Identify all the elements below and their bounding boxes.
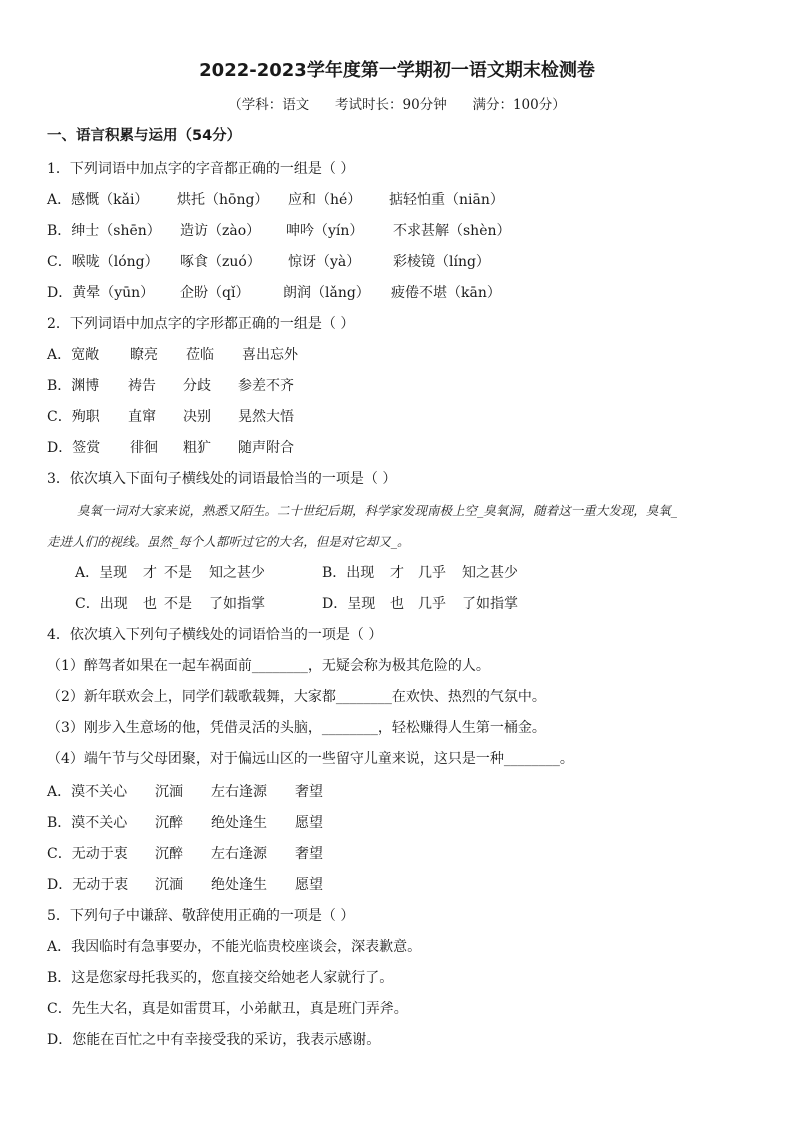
question-1-stem: 1．下列词语中加点字的字音都正确的一组是（ ） <box>47 161 355 177</box>
q5-option-a: A．我因临时有急事要办，不能光临贵校座谈会，深表歉意。 <box>47 939 422 955</box>
option-label: D． <box>47 440 73 456</box>
option-word: 惊讶（yà） <box>288 254 361 270</box>
option-word: 奢望 <box>295 784 323 800</box>
option-word: 出现 <box>346 565 375 581</box>
option-word: 直窜 <box>128 409 156 425</box>
option-word: 朗润（lǎng） <box>283 285 370 301</box>
q5-option-b: B．这是您家母托我买的，您直接交给她老人家就行了。 <box>47 970 394 986</box>
option-word: 宽敞 <box>71 347 100 363</box>
option-word: 知之甚少 <box>462 565 518 581</box>
option-word: 不求甚解（shèn） <box>393 223 511 239</box>
option-label: A． <box>47 347 72 363</box>
option-label: B． <box>47 815 72 831</box>
q3-option-a <box>75 563 265 583</box>
option-word: 愿望 <box>295 877 323 893</box>
option-word: 啄食（zuó） <box>180 254 261 270</box>
q5-option-c: C．先生大名，真是如雷贯耳，小弟献丑，真是班门弄斧。 <box>47 1001 408 1017</box>
option-word: 粗犷 <box>183 440 211 456</box>
option-label: B． <box>322 565 347 581</box>
option-word: 才 <box>390 565 404 581</box>
option-word: 呻吟（yín） <box>286 223 364 239</box>
option-label: C． <box>75 596 100 612</box>
option-word: 瞭亮 <box>130 347 158 363</box>
exam-info: （学科：语文 考试时长：90分钟 满分：100分） <box>228 97 566 113</box>
option-word: 漠不关心 <box>71 784 128 800</box>
option-label: B． <box>47 223 72 239</box>
q4-option-d <box>47 875 323 895</box>
option-word: 无动于衷 <box>72 877 129 893</box>
option-word: 也 <box>390 596 404 612</box>
q5-option-d: D．您能在百忙之中有幸接受我的采访，我表示感谢。 <box>47 1032 381 1048</box>
option-word: 绝处逢生 <box>211 815 267 831</box>
q4-option-c <box>47 844 323 864</box>
q1-option-b <box>47 221 511 241</box>
option-word: 几乎 <box>418 596 446 612</box>
option-word: 喉咙（lóng） <box>71 254 159 270</box>
option-word: 愿望 <box>295 815 323 831</box>
question-3-stem: 3．依次填入下面句子横线处的词语最恰当的一项是（ ） <box>47 471 397 487</box>
question-2-stem: 2．下列词语中加点字的字形都正确的一组是（ ） <box>47 316 355 332</box>
q4-sentence-1: （1）醉驾者如果在一起车祸面前________，无疑会称为极其危险的人。 <box>47 658 490 674</box>
option-word: 漠不关心 <box>71 815 128 831</box>
q4-sentence-2: （2）新年联欢会上，同学们载歌载舞，大家都________在欢快、热烈的气氛中。 <box>47 689 546 705</box>
option-label: A． <box>47 784 72 800</box>
q2-option-c <box>47 407 294 427</box>
option-word: 沉醉 <box>155 815 183 831</box>
option-word: 知之甚少 <box>209 565 265 581</box>
option-word: 彩棱镜（líng） <box>393 254 490 270</box>
q3-option-b <box>322 563 518 583</box>
q3-passage-line-2: 走进人们的视线。虽然_每个人都听过它的大名，但是对它却又_。 <box>47 534 410 549</box>
page-title: 2022-2023学年度第一学期初一语文期末检测卷 <box>199 60 595 81</box>
option-word: 烘托（hōng） <box>177 192 269 208</box>
q3-passage-line-1: 臭氧一词对大家来说，熟悉又陌生。二十世纪后期，科学家发现南极上空_臭氧洞，随着这一重大发现，臭氧_ <box>77 503 678 518</box>
option-word: 感慨（kǎi） <box>71 192 149 208</box>
q2-option-a <box>47 345 298 365</box>
option-label: A． <box>47 192 72 208</box>
q4-sentence-4: （4）端午节与父母团聚，对于偏远山区的一些留守儿童来说，这只是一种________。 <box>47 751 574 767</box>
option-word: 渊博 <box>71 378 100 394</box>
option-word: 不是 <box>164 596 192 612</box>
q1-option-d <box>47 283 501 303</box>
option-word: 沉湎 <box>155 877 183 893</box>
option-label: C． <box>47 254 72 270</box>
q2-option-b <box>47 376 294 396</box>
option-word: 随声附合 <box>238 440 294 456</box>
option-label: C． <box>47 846 72 862</box>
option-word: 也 <box>143 596 157 612</box>
option-word: 左右逢源 <box>211 846 267 862</box>
section-heading: 一、语言积累与运用（54分） <box>47 128 242 144</box>
option-word: 绝处逢生 <box>211 877 267 893</box>
option-word: 喜出忘外 <box>242 347 298 363</box>
option-word: 不是 <box>164 565 192 581</box>
option-word: 莅临 <box>186 347 214 363</box>
option-word: 分歧 <box>183 378 211 394</box>
option-label: D． <box>47 877 73 893</box>
q3-option-d <box>322 594 518 614</box>
option-word: 疲倦不堪（kān） <box>391 285 501 301</box>
q3-option-c <box>75 594 265 614</box>
option-word: 造访（zào） <box>180 223 261 239</box>
option-word: 参差不齐 <box>238 378 294 394</box>
option-word: 左右逢源 <box>211 784 267 800</box>
option-word: 黄晕（yūn） <box>72 285 155 301</box>
q4-option-b <box>47 813 323 833</box>
option-word: 呈现 <box>99 565 128 581</box>
option-label: C． <box>47 409 72 425</box>
option-word: 决别 <box>183 409 211 425</box>
option-label: A． <box>75 565 100 581</box>
q1-option-a <box>47 190 504 210</box>
option-word: 殉职 <box>71 409 100 425</box>
option-word: 呈现 <box>347 596 376 612</box>
option-word: 绅士（shēn） <box>71 223 161 239</box>
option-word: 了如指掌 <box>209 596 265 612</box>
option-word: 沉湎 <box>155 784 183 800</box>
option-word: 应和（hé） <box>288 192 362 208</box>
option-word: 沉醉 <box>155 846 183 862</box>
option-word: 无动于衷 <box>71 846 128 862</box>
q2-option-d <box>47 438 294 458</box>
q4-option-a <box>47 782 323 802</box>
option-word: 徘徊 <box>130 440 158 456</box>
option-label: D． <box>47 285 73 301</box>
option-word: 企盼（qǐ） <box>180 285 250 301</box>
question-5-stem: 5．下列句子中谦辞、敬辞使用正确的一项是（ ） <box>47 908 355 924</box>
question-4-stem: 4．依次填入下列句子横线处的词语恰当的一项是（ ） <box>47 627 383 643</box>
option-word: 出现 <box>99 596 128 612</box>
option-word: 签赏 <box>72 440 101 456</box>
option-word: 了如指掌 <box>462 596 518 612</box>
option-label: D． <box>322 596 348 612</box>
option-word: 掂轻怕重（niān） <box>389 192 504 208</box>
option-label: B． <box>47 378 72 394</box>
option-word: 祷告 <box>128 378 156 394</box>
option-word: 晃然大悟 <box>238 409 294 425</box>
option-word: 几乎 <box>418 565 446 581</box>
q4-sentence-3: （3）刚步入生意场的他，凭借灵活的头脑，________，轻松赚得人生第一桶金。 <box>47 720 546 736</box>
q1-option-c <box>47 252 490 272</box>
option-word: 才 <box>143 565 157 581</box>
option-word: 奢望 <box>295 846 323 862</box>
